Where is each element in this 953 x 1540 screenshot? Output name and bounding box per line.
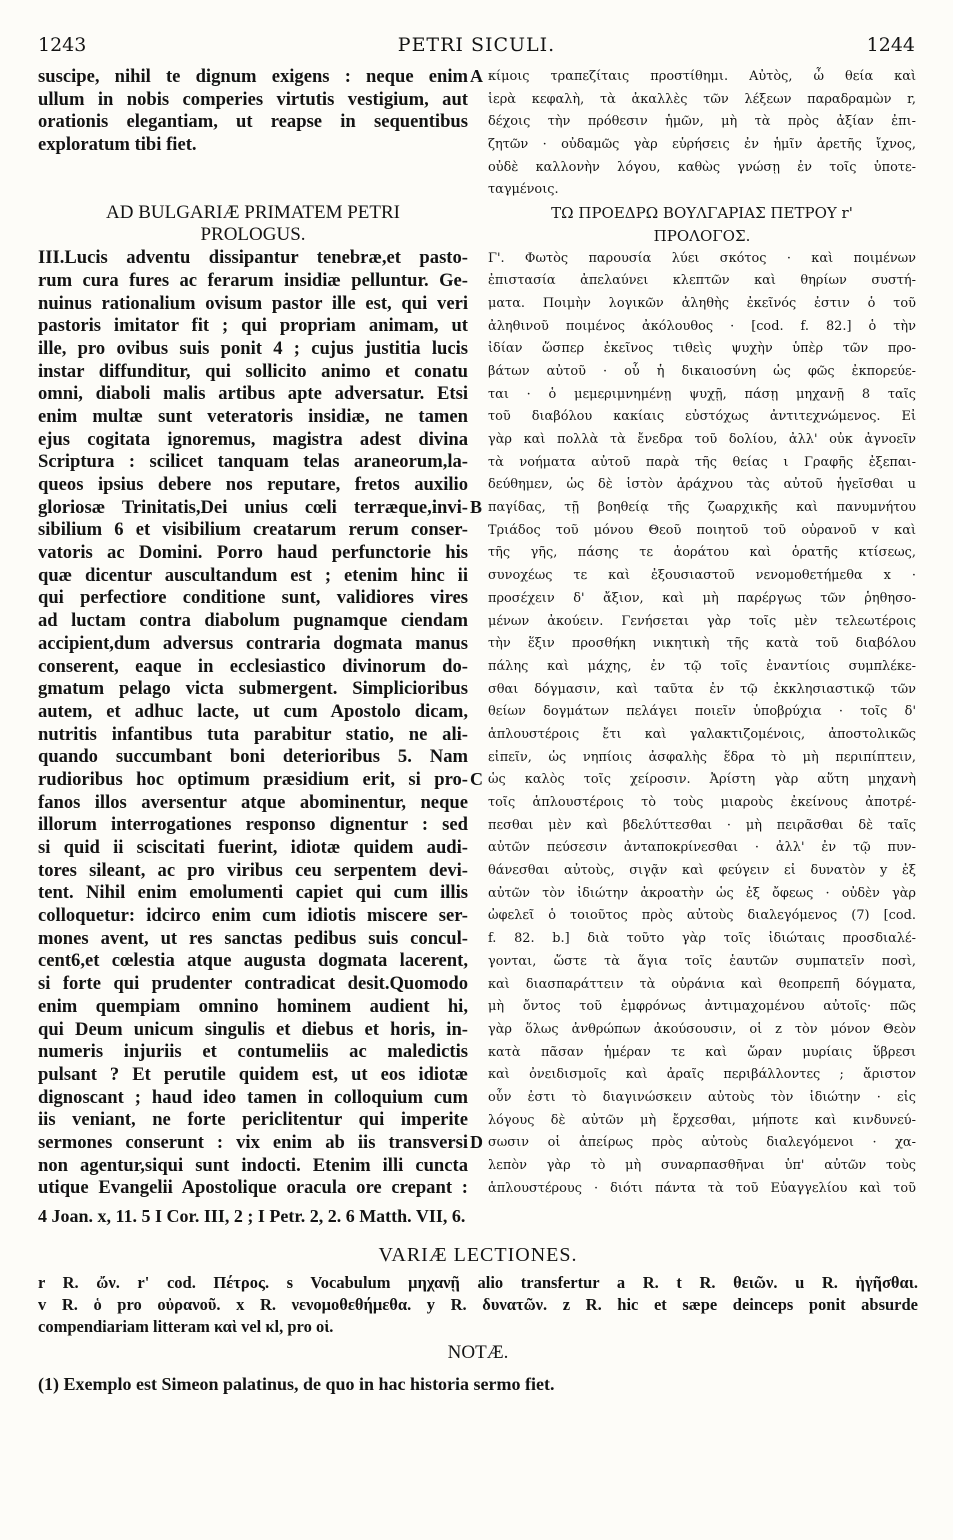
greek-column <box>488 66 916 1200</box>
greek-line: ἁπλουστέροις ἔτι καὶ γαλακτιζομένοις, ἀποστολικῶς <box>488 726 916 742</box>
latin-line: numeris injuriis et contumeliis ac maledictis <box>38 1041 468 1063</box>
latin-line: tent. Nihil enim emolumenti capiet qui cum illis <box>38 882 468 904</box>
greek-line: παγίδας, τῇ βοηθείᾳ τῆς ζωαρχικῆς καὶ πανυμνήτου <box>488 500 916 516</box>
latin-line: pulsant ? Et perutile quidem est, ut eos idiotæ <box>38 1063 468 1085</box>
greek-line: γονται, ὥστε τὰ ἅγια τοῖς ἑαυτῶν συμπατεῖν ποσὶ, <box>488 953 916 969</box>
greek-line: ταγμένοις. <box>488 182 559 198</box>
greek-line: τοῖς ἁπλουστέροις τὸ τοὺς μιαροὺς ἐκείνους ἀποτρέ- <box>488 795 916 810</box>
variant-line: compendiariam litteram καὶ vel κl, pro οἱ. <box>38 1317 334 1336</box>
latin-line: gmatum pelago victa submergent. Simplicioribus <box>38 678 468 700</box>
latin-column <box>38 66 468 1200</box>
latin-line: nuinus rationalium ovisum pastor ille est, qui veri <box>38 292 468 314</box>
latin-line: instar diffunditur, qui sollicito animo et conatu <box>38 360 468 382</box>
greek-line: θείων δογμάτων πελάγει ποιεῖν ὑποβρύχια · τοῖς δ' <box>488 704 916 720</box>
latin-line: nutritis infantibus tuta parabitur statio, ne ali- <box>38 723 468 745</box>
notae-text: (1) Exemplo est Simeon palatinus, de quo in hac historia sermo fiet. <box>38 1374 555 1394</box>
latin-line: orationis elegantiam, ut reapse in sequentibus <box>38 111 468 133</box>
latin-line: enim multæ sunt veteratoris insidiæ, ne tamen <box>38 405 468 427</box>
greek-line: τοῦ διαβόλου κακίαις εὐστόχως ἀντιτεχνώμενος. Εἰ <box>488 409 916 425</box>
greek-line: ζητῶν · οὐδαμῶς γὰρ εὑρήσεις ἐν ἡμῖν ἀρετῆς ἴχνος, <box>488 137 916 153</box>
greek-line: γὰρ ὅλως ἀνθρώπων ἀκούσουσιν, οἱ z τὸν μόνον Θεὸν <box>488 1021 916 1037</box>
greek-line: λεπὸν γὰρ τὸ μὴ συναρπασθῆναι ὑπ' αὐτῶν τοὺς <box>488 1158 916 1173</box>
latin-line: enim quempiam omnino hominem audient hi, <box>38 995 468 1017</box>
latin-line: Scriptura : scilicet tanquam telas araneorum,la- <box>38 451 468 473</box>
greek-line: σωσιν οἱ ἀπείρως πρὸς αὐτοὺς διαλεγόμενοι · χα- <box>488 1135 916 1151</box>
latin-line: rudioribus hoc optimum præsidium erit, si pro- <box>38 768 468 790</box>
greek-subheading: ΠΡΟΛΟΓΟΣ. <box>653 226 751 245</box>
greek-line: μὴ ὄντος τοῦ ἐμφρόνως ἀντιμαχομένου αὐτοῖς· πῶς <box>488 999 916 1015</box>
greek-heading: ΤΩ ΠΡΟΕΔΡΩ ΒΟΥΛΓΑΡΙΑΣ ΠΕΤΡΟΥ r' <box>551 204 853 223</box>
latin-line: qui perfectiore conditione sunt, validiores vires <box>38 587 468 609</box>
greek-line: συνοχέως τε καὶ ἐξουσιαστοῦ νενομοθετήμεθα x · <box>488 568 916 584</box>
latin-line: quæ dicentur auscultandum est ; etenim hinc ii <box>38 564 468 586</box>
latin-line: conserent, eaque in ecclesiastico divinorum do- <box>38 655 468 677</box>
greek-line: γὰρ καὶ πολλὰ τὰ ἔνεδρα τοῦ δολίου, ἀλλ' οὐκ ἀγνοεῖν <box>488 432 916 447</box>
greek-line: ται · ὁ μεμεριμνημένῃ ψυχῇ, πάσῃ μηχανῇ 8 ταῖς <box>488 386 916 402</box>
greek-line: Τριάδος τοῦ μόνου Θεοῦ ποιητοῦ τοῦ οὐρανοῦ v καὶ <box>488 522 916 538</box>
latin-line: III.Lucis adventu dissipantur tenebræ,et pasto- <box>38 247 468 269</box>
greek-line: f. 82. b.] διὰ τοῦτο γὰρ τοῖς ἰδιώταις προσδιαλέ- <box>488 931 916 947</box>
greek-line: οὖν ἐστι τὸ διαγινώσκειν αὐτοὺς τὸν ἰδιώτην · εἰς <box>488 1089 916 1105</box>
greek-line: αὐτῶν τὸν ἰδιώτην ἀκροατὴν ὡς ἐξ ὄφεως · οὐδὲν γὰρ <box>488 885 916 901</box>
scripture-references: 4 Joan. x, 11. 5 I Cor. III, 2 ; I Petr. 2, 2. 6 Matth. VII, 6. <box>38 1206 466 1226</box>
latin-line: iis veniant, ne forte periclitentur qui imperite <box>38 1109 468 1131</box>
greek-line: τὰ νοήματα αὐτοῦ παρὰ τῆς θείας ι Γραφῆς ἐξεπαι- <box>488 454 916 470</box>
greek-line: εἰπεῖν, ὡς νηπίοις ἀσφαλὴς ἕδρα τὸ μὴ περιπίπτειν, <box>488 749 916 765</box>
greek-line: πεσθαι μὲν καὶ βδελύττεσθαι · μὴ πειρᾶσθαι δὲ ταῖς <box>488 817 916 833</box>
latin-line: si forte qui prudenter contradicat desit.Quomodo <box>38 973 468 995</box>
margin-marker-c: C <box>470 769 483 789</box>
latin-line: rum cura fures ac ferarum insidiæ pelluntur. Ge- <box>38 269 468 291</box>
latin-heading: AD BULGARIÆ PRIMATEM PETRI <box>106 201 400 223</box>
latin-line: omni, diaboli malis artibus apte adversatur. Etsi <box>38 383 468 405</box>
greek-line: καὶ ὀνειδισμοῖς καὶ ἀραῖς περιβάλλοντες ; ἄριστον <box>488 1067 916 1083</box>
greek-line: πάλης καὶ μάχης, ἐν τῷ τοῖς ἐναντίοις συμπλέκε- <box>488 658 916 674</box>
greek-line: ὠφελεῖ ὁ τοιοῦτος πρὸς αὐτοὺς διαλεγόμενος (7) [cod. <box>488 908 916 924</box>
latin-line: cent6,et cœlestia atque augusta dogmata lacerent, <box>38 950 468 972</box>
latin-line: quando succumbant boni deterioribus 5. Nam <box>38 746 468 768</box>
variae-lectiones <box>38 1272 918 1338</box>
margin-marker-a: A <box>470 66 483 86</box>
greek-line: ἐπιστασία ἀπελαύνει κλεπτῶν καὶ θηρίων συστή- <box>488 273 916 289</box>
greek-line: ἁπλουστέρους · διότι πάντα τὰ τοῦ Εὐαγγελίου καὶ τοῦ <box>488 1180 916 1196</box>
latin-line: colloquetur: idcirco enim cum idiotis miscere ser- <box>38 905 468 927</box>
greek-line: Γ'. Φωτὸς παρουσία λύει σκότος · καὶ ποιμένων <box>488 250 916 266</box>
greek-line: καὶ διασπαράττειν τὰ οὐράνια καὶ θεοπρεπῆ δόγματα, <box>488 976 916 992</box>
latin-line: autem, et adhuc lacte, ut cum Apostolo dicam, <box>38 700 468 722</box>
greek-line: ἀληθινοῦ ποιμένος ἀκόλουθος · [cod. f. 82.] ὁ τὴν <box>488 318 916 334</box>
latin-line: pastoris imitator fit ; qui propriam animam, ut <box>38 315 468 337</box>
greek-line: δέχοις τὴν πρόθεσιν ἡμῶν, μὴ τὰ πρὸς ἀξίαν ἐπι- <box>488 114 916 130</box>
greek-line: αὐτῶν πεύσεσιν ἀνταποκρίνεσθαι · ἀλλ' ἐν τῷ πυν- <box>488 840 916 856</box>
greek-line: ἱερὰ κεφαλὴ, τὰ ἀκαλλὲς τῶν λέξεων παραδραμὼν r, <box>488 91 916 107</box>
greek-line: ἰδίαν ὥσπερ ἐκεῖνος τιθεὶς ψυχὴν ὑπὲρ τῶν προ- <box>488 341 916 357</box>
running-title: PETRI SICULI. <box>397 34 556 56</box>
greek-line: τῆς γῆς, πάσης τε ἀοράτου καὶ ὁρατῆς κτίσεως, <box>488 545 916 561</box>
latin-line: tores sileant, ac pro viribus ceu serpentem devi- <box>38 859 468 881</box>
latin-line: fanos illos aversentur atque abominentur, neque <box>38 791 468 813</box>
latin-line: accipient,dum adversus contraria dogmata manus <box>38 632 468 654</box>
variae-heading: VARIÆ LECTIONES. <box>378 1244 578 1266</box>
latin-line: dignoscant ; haud ideo tamen in colloquium cum <box>38 1086 468 1108</box>
latin-line: queos ipsius debere nos reputare, fretos auxilio <box>38 474 468 495</box>
greek-line: βάτων αὐτοῦ · οὗ ἡ δικαιοσύνη ὡς φῶς ἐκπορεύε- <box>488 363 916 379</box>
page-number-left: 1243 <box>38 34 87 56</box>
greek-line: οὐδὲ καλλονὴν λόγου, καθὼς γνώσῃ ἐν τοῖς ὑποτε- <box>488 159 916 175</box>
greek-line: τὴν ἕξιν προσθήκη νικητικὴ τῆς κατὰ τοῦ διαβόλου <box>488 636 916 652</box>
latin-line: non agentur,siqui sunt indocti. Etenim illi cuncta <box>38 1154 468 1176</box>
latin-line: utique Evangelii Apostolique oracula ore crepant : <box>38 1177 468 1199</box>
greek-line: κίμοις τραπεζίταις προστίθημι. Αὐτὸς, ὦ θεία καὶ <box>488 69 916 84</box>
latin-subheading: PROLOGUS. <box>200 224 306 246</box>
greek-line: δεύθημεν, ὡς δὲ ἱστὸν ἀράχνου τὰς αὐτοῦ ἡγεῖσθαι u <box>488 477 916 493</box>
greek-line: λόγους δὲ αὐτῶν μὴ ἔρχεσθαι, μήποτε καὶ κινδυνεύ- <box>488 1112 916 1128</box>
latin-line: vatoris ac Domini. Porro haud perfunctorie his <box>38 542 468 564</box>
greek-line: προσέχειν δ' ἄξιον, καὶ μὴ παρέργως τῶν ῥηθησο- <box>488 590 916 606</box>
latin-line: sibilium 6 et visibilium creatarum rerum conser- <box>38 519 468 541</box>
latin-line: gloriosæ Trinitatis,Dei unius cœli terræque,invi- <box>38 496 468 518</box>
latin-line: qui Deum unicum singulis et diebus et horis, in- <box>38 1018 468 1040</box>
notae-heading: NOTÆ. <box>447 1342 509 1363</box>
greek-line: ὡς καλὸς τοῖς χείροσιν. Ἀρίστη γὰρ αὕτη μηχανὴ <box>488 772 916 788</box>
variant-line: r R. ὤν. r' cod. Πέτρος. s Vocabulum μηχανῇ alio transfertur a R. t R. θειῶν. u R. ἡγῆσθαι. <box>38 1273 918 1292</box>
latin-line: ad luctam contra diabolum pugnamque ciendam <box>38 610 468 632</box>
greek-line: μένων ἀκούειν. Γενήσεται γὰρ τοῖς μὲν τελεωτέροις <box>488 613 916 629</box>
latin-line: suscipe, nihil te dignum exigens : neque enim <box>38 66 468 87</box>
latin-line: mones avent, ut res sanctas pedibus suis concul- <box>38 927 468 949</box>
latin-line: ullum in nobis comperies virtutis vestigium, aut <box>38 88 468 110</box>
latin-line: illorum interrogationes responso dignentur : sed <box>38 814 468 836</box>
latin-line: exploratum tibi fiet. <box>38 134 197 156</box>
greek-line: ματα. Ποιμὴν λογικῶν ἀληθὴς ἐκεῖνός ἐστιν ὁ τοῦ <box>488 295 916 311</box>
latin-line: sermones conserunt : vix enim ab iis transversi <box>38 1131 468 1153</box>
greek-line: σθαι δόγμασιν, καὶ ταῦτα ἐν τῷ ἐκκλησιαστικῷ τῶν <box>488 681 916 697</box>
greek-line: κατὰ πᾶσαν ἡμέραν τε καὶ ὥραν μυρίαις ὕβρεσι <box>488 1044 916 1060</box>
variant-line: v R. ὁ pro οὐρανοῦ. x R. νενομοθεθήμεθα. y R. δυνατῶν. z R. hic et sæpe deinceps ponit absurde <box>38 1295 918 1314</box>
page-number-right: 1244 <box>866 34 915 56</box>
margin-marker-d: D <box>470 1132 483 1152</box>
latin-line: ille, pro ovibus suis ponit 4 ; cujus justitia lucis <box>38 337 468 359</box>
latin-line: si quid ii sciscitati fuerint, idiotæ quidem audi- <box>38 837 468 858</box>
greek-line: θάνεσθαι αὐτοὺς, σιγᾷν καὶ φεύγειν εἰ δυνατὸν y ἐξ <box>488 863 916 879</box>
latin-line: ejus cogitata ignoremus, magistra adest divina <box>38 428 468 450</box>
page-header <box>38 34 915 60</box>
margin-marker-b: B <box>470 497 483 517</box>
